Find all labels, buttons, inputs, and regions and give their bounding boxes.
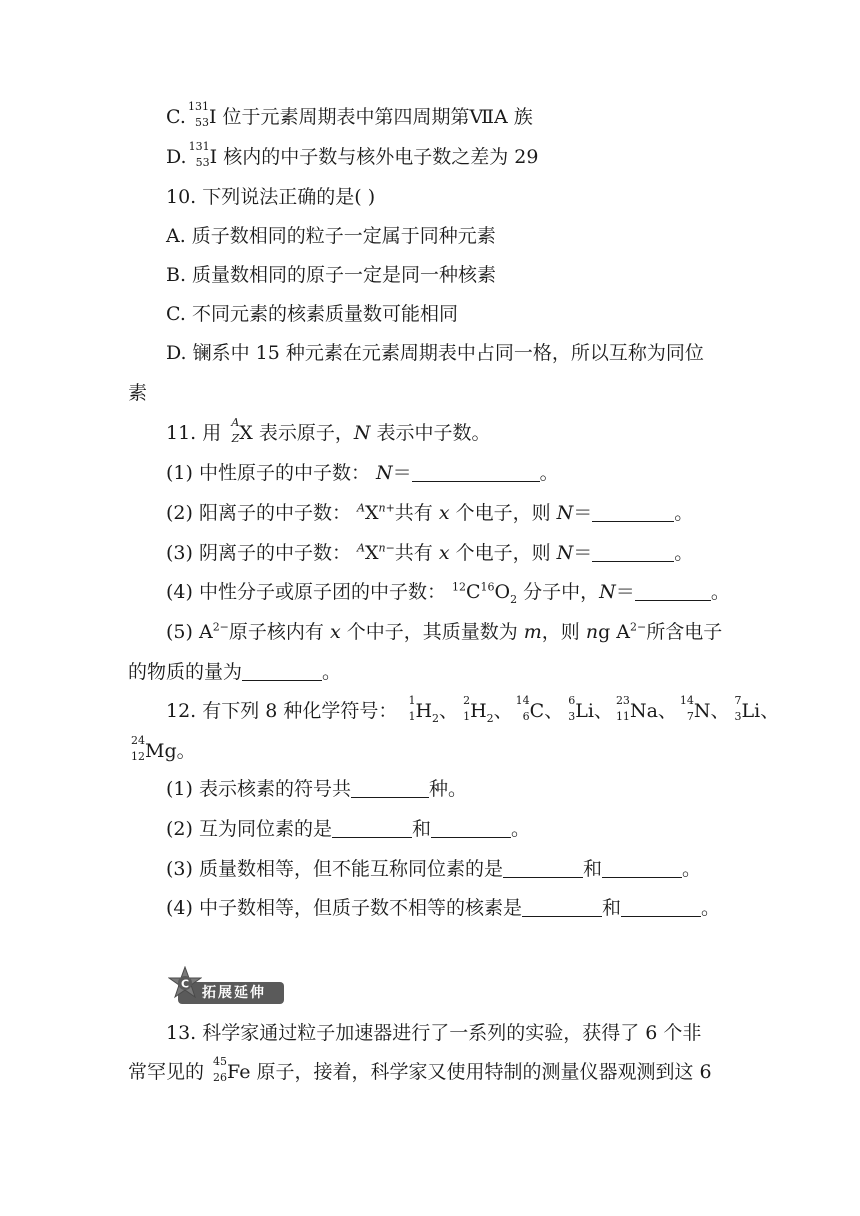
q12-part-1: (1) 表示核素的符号共 种。 — [166, 778, 467, 800]
answer-blank[interactable] — [602, 857, 682, 878]
q12-stem-continued: 24 12 Mg。 — [128, 738, 196, 764]
nuclide-notation: 23 11 — [615, 694, 630, 723]
nuclide-notation: 24 12 — [131, 734, 145, 763]
nuclide-notation: 7 3 — [734, 694, 742, 723]
nuclide-notation: 2 1 — [463, 694, 471, 723]
answer-blank[interactable] — [522, 896, 602, 917]
q12-part-2: (2) 互为同位素的是 和 。 — [166, 818, 530, 840]
answer-blank[interactable] — [332, 817, 412, 838]
answer-blank[interactable] — [592, 501, 674, 522]
q11-part-4: (4) 中性分子或原子团的中子数： $^{12}C^{16}O_2$ 分子中，N＝ 。 — [166, 580, 730, 606]
section-badge — [168, 964, 286, 1006]
q11-part-5: (5) $A^{2-}$原子核内有 x 个中子，其质量数为 m，则 ng $A^{2-}$所含电子 — [166, 620, 723, 643]
answer-blank[interactable] — [503, 857, 583, 878]
q11-part-2: (2) 阳离子的中子数： $^AX^{n+}$共有 x 个电子，则 N＝ 。 — [166, 501, 694, 524]
q10-option-c: C. 不同元素的核素质量数可能相同 — [166, 303, 458, 325]
q11-part-3: (3) 阴离子的中子数： $^AX^{n-}$共有 x 个电子，则 N＝ 。 — [166, 541, 694, 564]
star-icon — [168, 966, 202, 1000]
q10-option-b: B. 质量数相同的原子一定是同一种核素 — [166, 264, 497, 286]
nuclide-notation: 45 26 — [213, 1055, 228, 1084]
answer-blank[interactable] — [621, 896, 701, 917]
q12-part-4: (4) 中子数相等，但质子数不相等的核素是 和 。 — [166, 897, 720, 919]
nuclide-notation: 1 1 — [408, 694, 416, 723]
q10-option-d: D. 镧系中 15 种元素在元素周期表中占同一格，所以互称为同位 — [166, 342, 704, 364]
nuclide-notation: 14 7 — [679, 694, 694, 723]
answer-blank[interactable] — [635, 580, 711, 601]
q9-option-d: D. 131 53 I 核内的中子数与核外电子数之差为 29 — [166, 140, 539, 169]
q10-option-a: A. 质子数相同的粒子一定属于同种元素 — [166, 225, 496, 247]
q11-part-1: (1) 中性原子的中子数： N＝ 。 — [166, 462, 559, 484]
q10-stem: 10. 下列说法正确的是( ) — [166, 186, 376, 208]
q11-stem: 11. 用 A Z X 表示原子，N 表示中子数。 — [166, 416, 491, 445]
answer-blank[interactable] — [351, 777, 429, 798]
section-badge-label: 拓展延伸 — [178, 982, 284, 1004]
q13-line-1: 13. 科学家通过粒子加速器进行了一系列的实验，获得了 6 个非 — [166, 1022, 702, 1044]
q12-symbol-list: 1 1 $H_2$、 2 1 $H_2$、 14 6 C、 6 3 Li、 23 11 Na、 14 7 N、 7 3 Li、 — [403, 700, 779, 722]
answer-blank[interactable] — [412, 461, 540, 482]
q13-line-2: 常罕见的 45 26 Fe 原子，接着，科学家又使用特制的测量仪器观测到这 6 — [128, 1055, 712, 1084]
q12-stem: 12. 有下列 8 种化学符号： 1 1 $H_2$、 2 1 $H_2$、 14 6 C、 6 3 Li、 23 11 Na、 14 7 N、 7 3 Li、 — [166, 694, 780, 725]
nuclide-notation: 131 53 — [188, 140, 210, 169]
q9-option-c: C. 131 53 I 位于元素周期表中第四周期第ⅦA 族 — [166, 100, 533, 129]
q11-part-5-continued: 的物质的量为 。 — [128, 661, 342, 683]
nuclide-notation: 131 53 — [187, 100, 209, 129]
q10-option-d-continued: 素 — [128, 382, 148, 404]
option-letter: C. — [166, 106, 192, 128]
q12-part-3: (3) 质量数相等，但不能互称同位素的是 和 。 — [166, 858, 701, 880]
answer-blank[interactable] — [242, 660, 322, 681]
badge-letter: C — [180, 977, 190, 991]
nuclide-notation: 14 6 — [515, 694, 530, 723]
nuclide-notation: A Z — [231, 416, 240, 445]
answer-blank[interactable] — [592, 541, 674, 562]
nuclide-notation: 6 3 — [568, 694, 576, 723]
answer-blank[interactable] — [431, 817, 511, 838]
